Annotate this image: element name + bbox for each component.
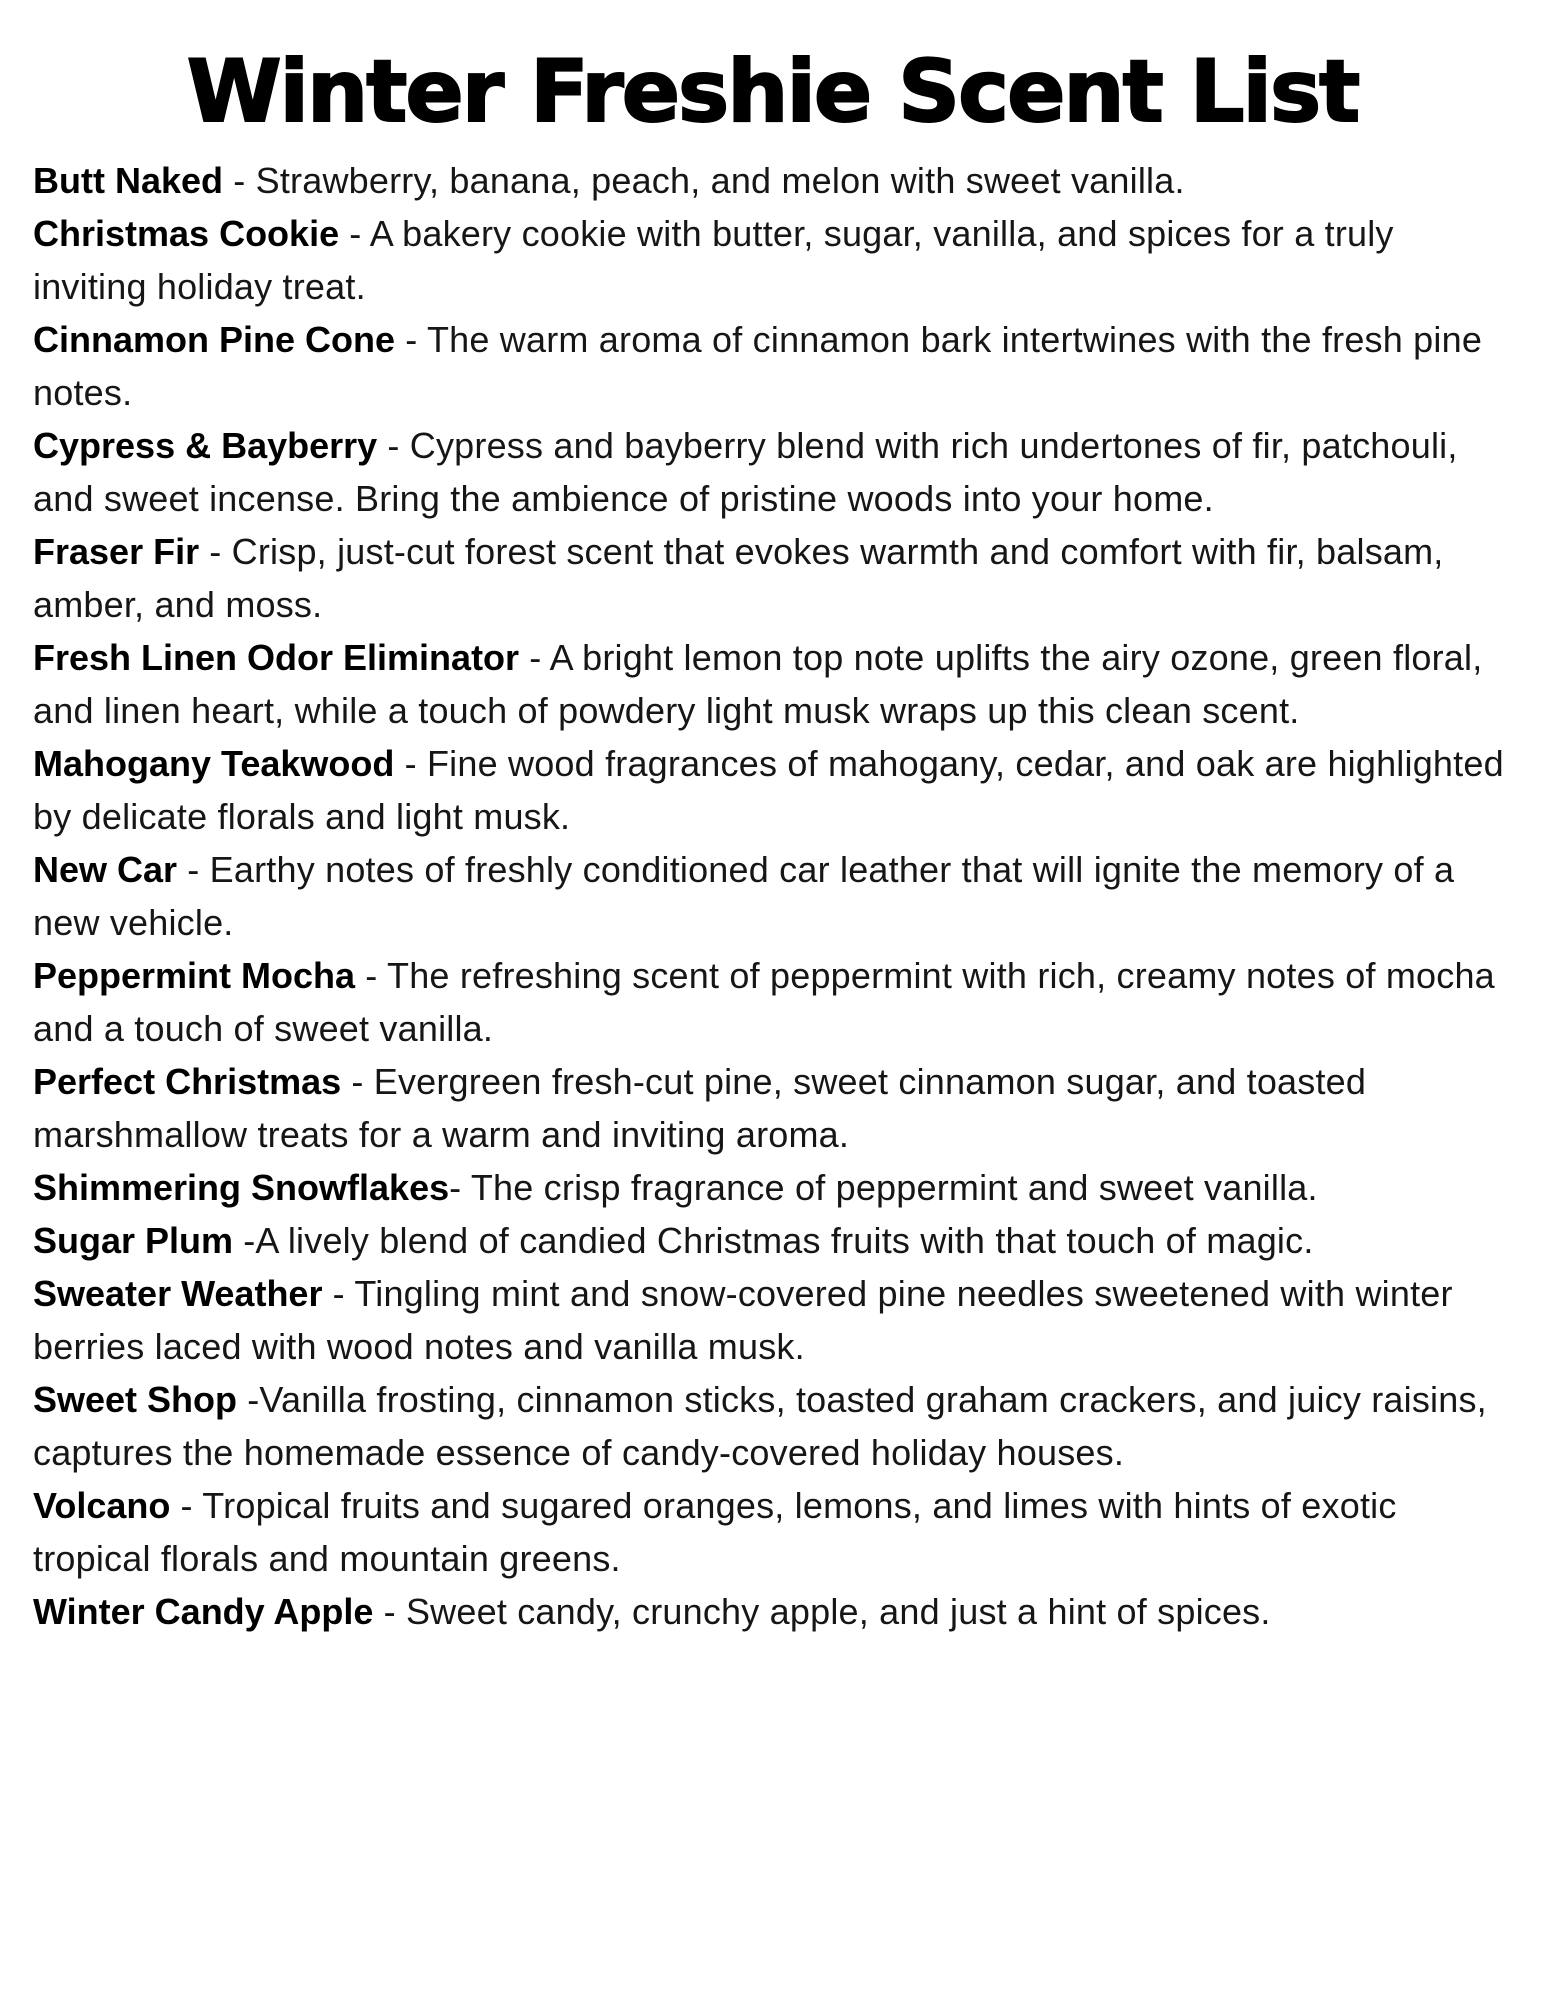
scent-item [33,843,1512,949]
scent-name: Perfect Christmas [33,1061,342,1102]
scent-item [33,419,1512,525]
scent-item [33,1214,1512,1267]
scent-name: Fresh Linen Odor Eliminator [33,637,520,678]
scent-name: Cinnamon Pine Cone [33,319,396,360]
page-title: Winter Freshie Scent List [186,42,1359,142]
scent-name: New Car [33,849,178,890]
scent-item [33,1373,1512,1479]
scent-description: - Fine wood fragrances of mahogany, cedar, and oak are highlighted by delicate florals and light musk. [33,743,1504,837]
scent-name: Butt Naked [33,160,224,201]
scent-description: -A lively blend of candied Christmas fruits with that touch of magic. [233,1220,1314,1261]
scent-description: - The refreshing scent of peppermint with rich, creamy notes of mocha and a touch of sweet vanilla. [33,955,1495,1049]
scent-description: -Vanilla frosting, cinnamon sticks, toasted graham crackers, and juicy raisins, captures the homemade essence of candy-covered holiday houses. [33,1379,1487,1473]
scent-item [33,949,1512,1055]
scent-description: - Tropical fruits and sugared oranges, lemons, and limes with hints of exotic tropical florals and mountain greens. [33,1485,1397,1579]
scent-item [33,1055,1512,1161]
scent-item [33,631,1512,737]
scent-name: Volcano [33,1485,171,1526]
scent-description: - Earthy notes of freshly conditioned car leather that will ignite the memory of a new vehicle. [33,849,1455,943]
scent-name: Sweet Shop [33,1379,238,1420]
scent-description: - Sweet candy, crunchy apple, and just a hint of spices. [373,1591,1271,1632]
scent-description: - The crisp fragrance of peppermint and sweet vanilla. [449,1167,1318,1208]
scent-description: - Cypress and bayberry blend with rich undertones of fir, patchouli, and sweet incense. Bring the ambience of pristine woods into your home. [33,425,1458,519]
scent-name: Mahogany Teakwood [33,743,395,784]
scent-item [33,525,1512,631]
scent-list [33,154,1512,1638]
scent-name: Sweater Weather [33,1273,323,1314]
scent-item [33,1161,1512,1214]
scent-name: Fraser Fir [33,531,200,572]
scent-description: - Strawberry, banana, peach, and melon with sweet vanilla. [223,160,1185,201]
scent-description: - A bright lemon top note uplifts the airy ozone, green floral, and linen heart, while a touch of powdery light musk wraps up this clean scent. [33,637,1483,731]
scent-description: - The warm aroma of cinnamon bark intertwines with the fresh pine notes. [33,319,1483,413]
scent-name: Shimmering Snowflakes [33,1167,450,1208]
scent-name: Sugar Plum [33,1220,234,1261]
scent-item [33,1479,1512,1585]
scent-description: - Crisp, just-cut forest scent that evokes warmth and comfort with fir, balsam, amber, and moss. [33,531,1444,625]
scent-item [33,154,1512,207]
scent-item [33,313,1512,419]
scent-item [33,207,1512,313]
scent-description: - Tingling mint and snow-covered pine needles sweetened with winter berries laced with wood notes and vanilla musk. [33,1273,1453,1367]
scent-description: - Evergreen fresh-cut pine, sweet cinnamon sugar, and toasted marshmallow treats for a warm and inviting aroma. [33,1061,1367,1155]
scent-name: Peppermint Mocha [33,955,356,996]
scent-item [33,737,1512,843]
scent-item [33,1267,1512,1373]
scent-name: Christmas Cookie [33,213,340,254]
scent-description: - A bakery cookie with butter, sugar, vanilla, and spices for a truly inviting holiday treat. [33,213,1394,307]
scent-name: Winter Candy Apple [33,1591,374,1632]
scent-name: Cypress & Bayberry [33,425,378,466]
scent-item [33,1585,1512,1638]
